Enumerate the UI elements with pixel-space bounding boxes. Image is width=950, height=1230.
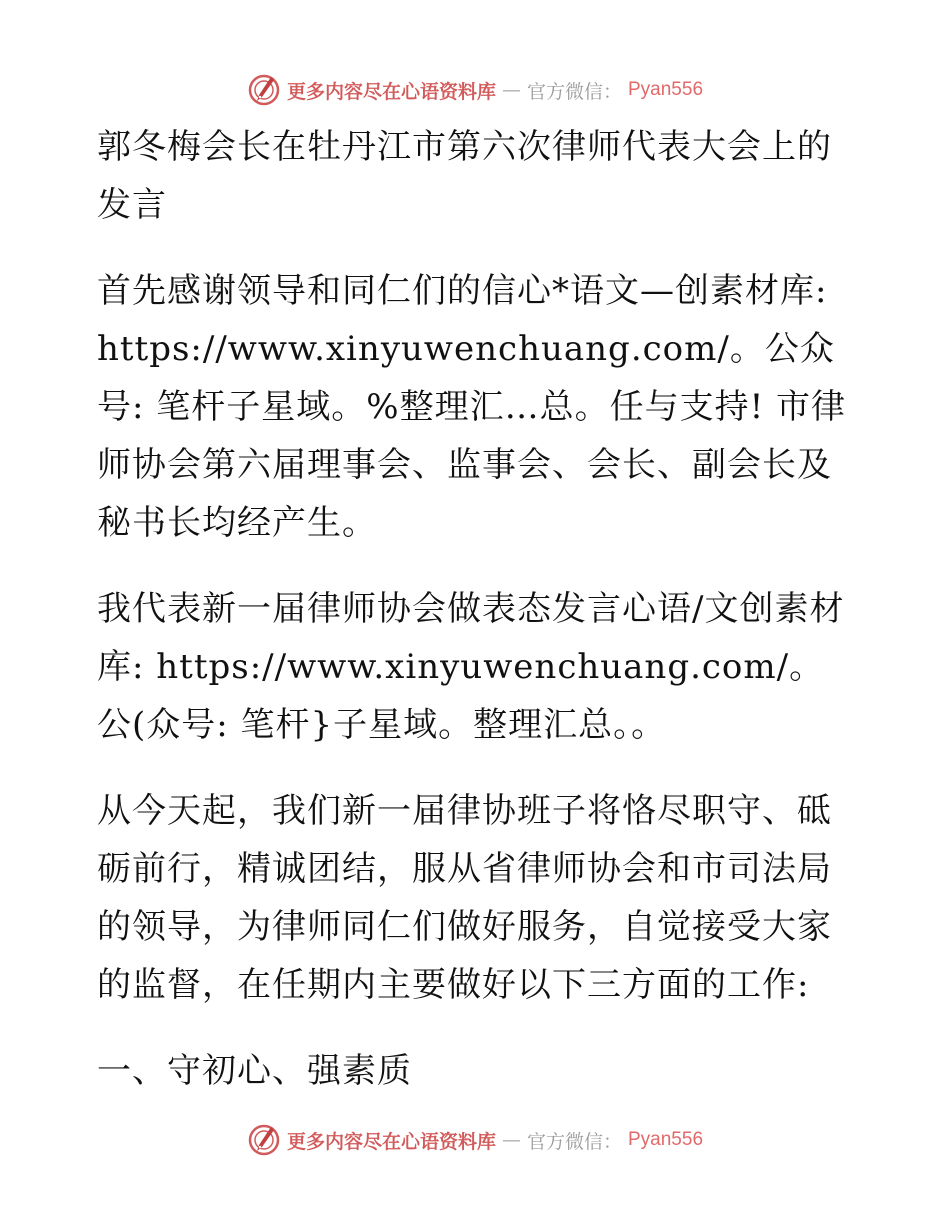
watermark-wechat-id: Pyan556 — [628, 79, 704, 100]
watermark-wechat-label: 官方微信： — [526, 1130, 622, 1153]
watermark-dash: — — [501, 1129, 521, 1151]
watermark-dash: — — [501, 79, 521, 101]
pen-nib-logo-icon — [247, 1123, 281, 1157]
watermark-wechat-id: Pyan556 — [628, 1129, 704, 1150]
document-body — [97, 118, 853, 1128]
document-title: 郭冬梅会长在牡丹江市第六次律师代表大会上的发言 — [97, 127, 832, 225]
pen-nib-logo-icon — [247, 73, 281, 107]
header-watermark — [0, 70, 950, 110]
watermark-site-text: 更多内容尽在心语资料库 — [286, 80, 496, 103]
paragraph-2: 我代表新一届律师协会做表态发言心语/文创素材库: https://www.xinyuwenchuang.com/。公(众号: 笔杆}子星域。整理汇总。。 — [97, 589, 845, 745]
section-heading: 一、守初心、强素质 — [97, 1051, 412, 1091]
watermark-wechat-label: 官方微信： — [526, 80, 622, 103]
paragraph-1: 首先感谢领导和同仁们的信心*语文—创素材库: https://www.xinyuwenchuang.com/。公众号: 笔杆子星域。%整理汇…总。任与支持! 市律师协会第六届理事会、监事会、会长、副会长及秘书长均经产生。 — [97, 271, 847, 543]
footer-watermark — [0, 1120, 950, 1160]
paragraph-3: 从今天起，我们新一届律协班子将恪尽职守、砥砺前行，精诚团结，服从省律师协会和市司法局的领导，为律师同仁们做好服务，自觉接受大家的监督，在任期内主要做好以下三方面的工作: — [97, 791, 832, 1005]
watermark-site-text: 更多内容尽在心语资料库 — [286, 1130, 496, 1153]
